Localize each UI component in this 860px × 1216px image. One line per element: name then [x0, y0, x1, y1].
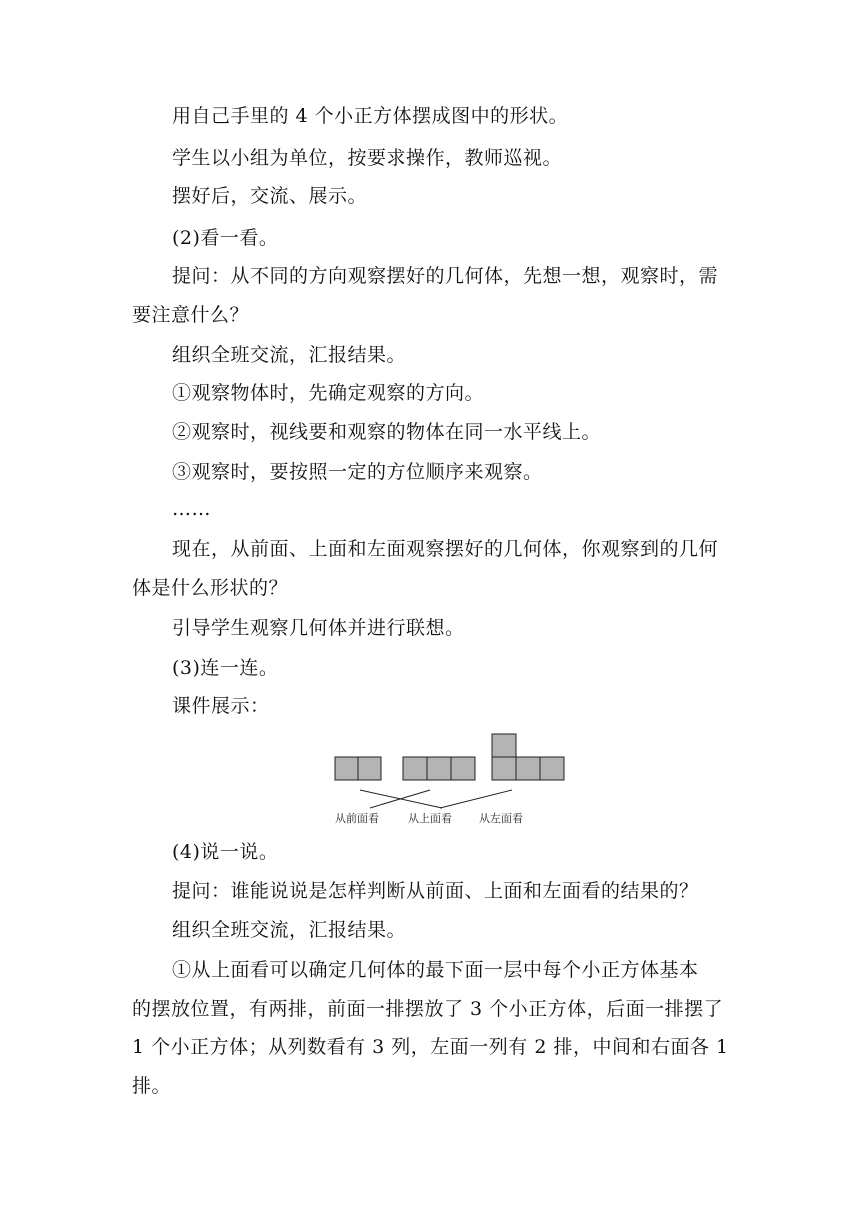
cube-square [492, 757, 516, 780]
list-item: ②观察时，视线要和观察的物体在同一水平线上。 [172, 421, 602, 443]
cube-square [451, 757, 475, 780]
label-front-view: 从前面看 [335, 812, 379, 825]
paragraph-continuation: 要注意什么？ [132, 304, 250, 326]
paragraph: 用自己手里的 4 个小正方体摆成图中的形状。 [172, 105, 569, 127]
cube-square [358, 757, 381, 780]
paragraph: 现在，从前面、上面和左面观察摆好的几何体，你观察到的几何 [172, 538, 719, 560]
section-heading: (2)看一看。 [172, 227, 279, 249]
view-two-squares [335, 757, 381, 780]
connector-line [440, 790, 512, 808]
paragraph: 提问：谁能说说是怎样判断从前面、上面和左面看的结果的？ [172, 880, 699, 902]
paragraph: 组织全班交流，汇报结果。 [172, 919, 407, 941]
paragraph: 学生以小组为单位，按要求操作，教师巡视。 [172, 147, 563, 169]
cube-square [335, 757, 358, 780]
paragraph-continuation: 排。 [132, 1075, 172, 1097]
list-item: ③观察时，要按照一定的方位顺序来观察。 [172, 461, 543, 483]
ellipsis: …… [172, 498, 211, 520]
cube-square [540, 757, 564, 780]
view-three-squares [403, 757, 475, 780]
label-left-view: 从左面看 [479, 812, 523, 825]
paragraph: 组织全班交流，汇报结果。 [172, 344, 407, 366]
cube-square [516, 757, 540, 780]
paragraph: 课件展示： [172, 695, 270, 717]
list-item: ①观察物体时，先确定观察的方向。 [172, 382, 485, 404]
paragraph-continuation: 体是什么形状的？ [132, 577, 289, 599]
paragraph: 引导学生观察几何体并进行联想。 [172, 617, 465, 639]
connector-lines [360, 790, 512, 808]
paragraph-continuation: 1 个小正方体；从列数看有 3 列，左面一列有 2 排，中间和右面各 1 [132, 1036, 729, 1058]
section-heading: (4)说一说。 [172, 841, 279, 863]
matching-figure [330, 730, 570, 830]
cube-square [492, 734, 516, 757]
cube-square [427, 757, 451, 780]
section-heading: (3)连一连。 [172, 657, 279, 679]
views-diagram [330, 730, 570, 830]
view-l-shape [492, 734, 564, 780]
paragraph: 提问：从不同的方向观察摆好的几何体，先想一想，观察时，需 [172, 265, 719, 287]
paragraph: 摆好后，交流、展示。 [172, 185, 368, 207]
paragraph: ①从上面看可以确定几何体的最下面一层中每个小正方体基本 [172, 959, 699, 981]
label-top-view: 从上面看 [408, 812, 452, 825]
paragraph-continuation: 的摆放位置，有两排，前面一排摆放了 3 个小正方体，后面一排摆了 [132, 998, 724, 1020]
cube-square [403, 757, 427, 780]
connector-line [370, 790, 430, 808]
